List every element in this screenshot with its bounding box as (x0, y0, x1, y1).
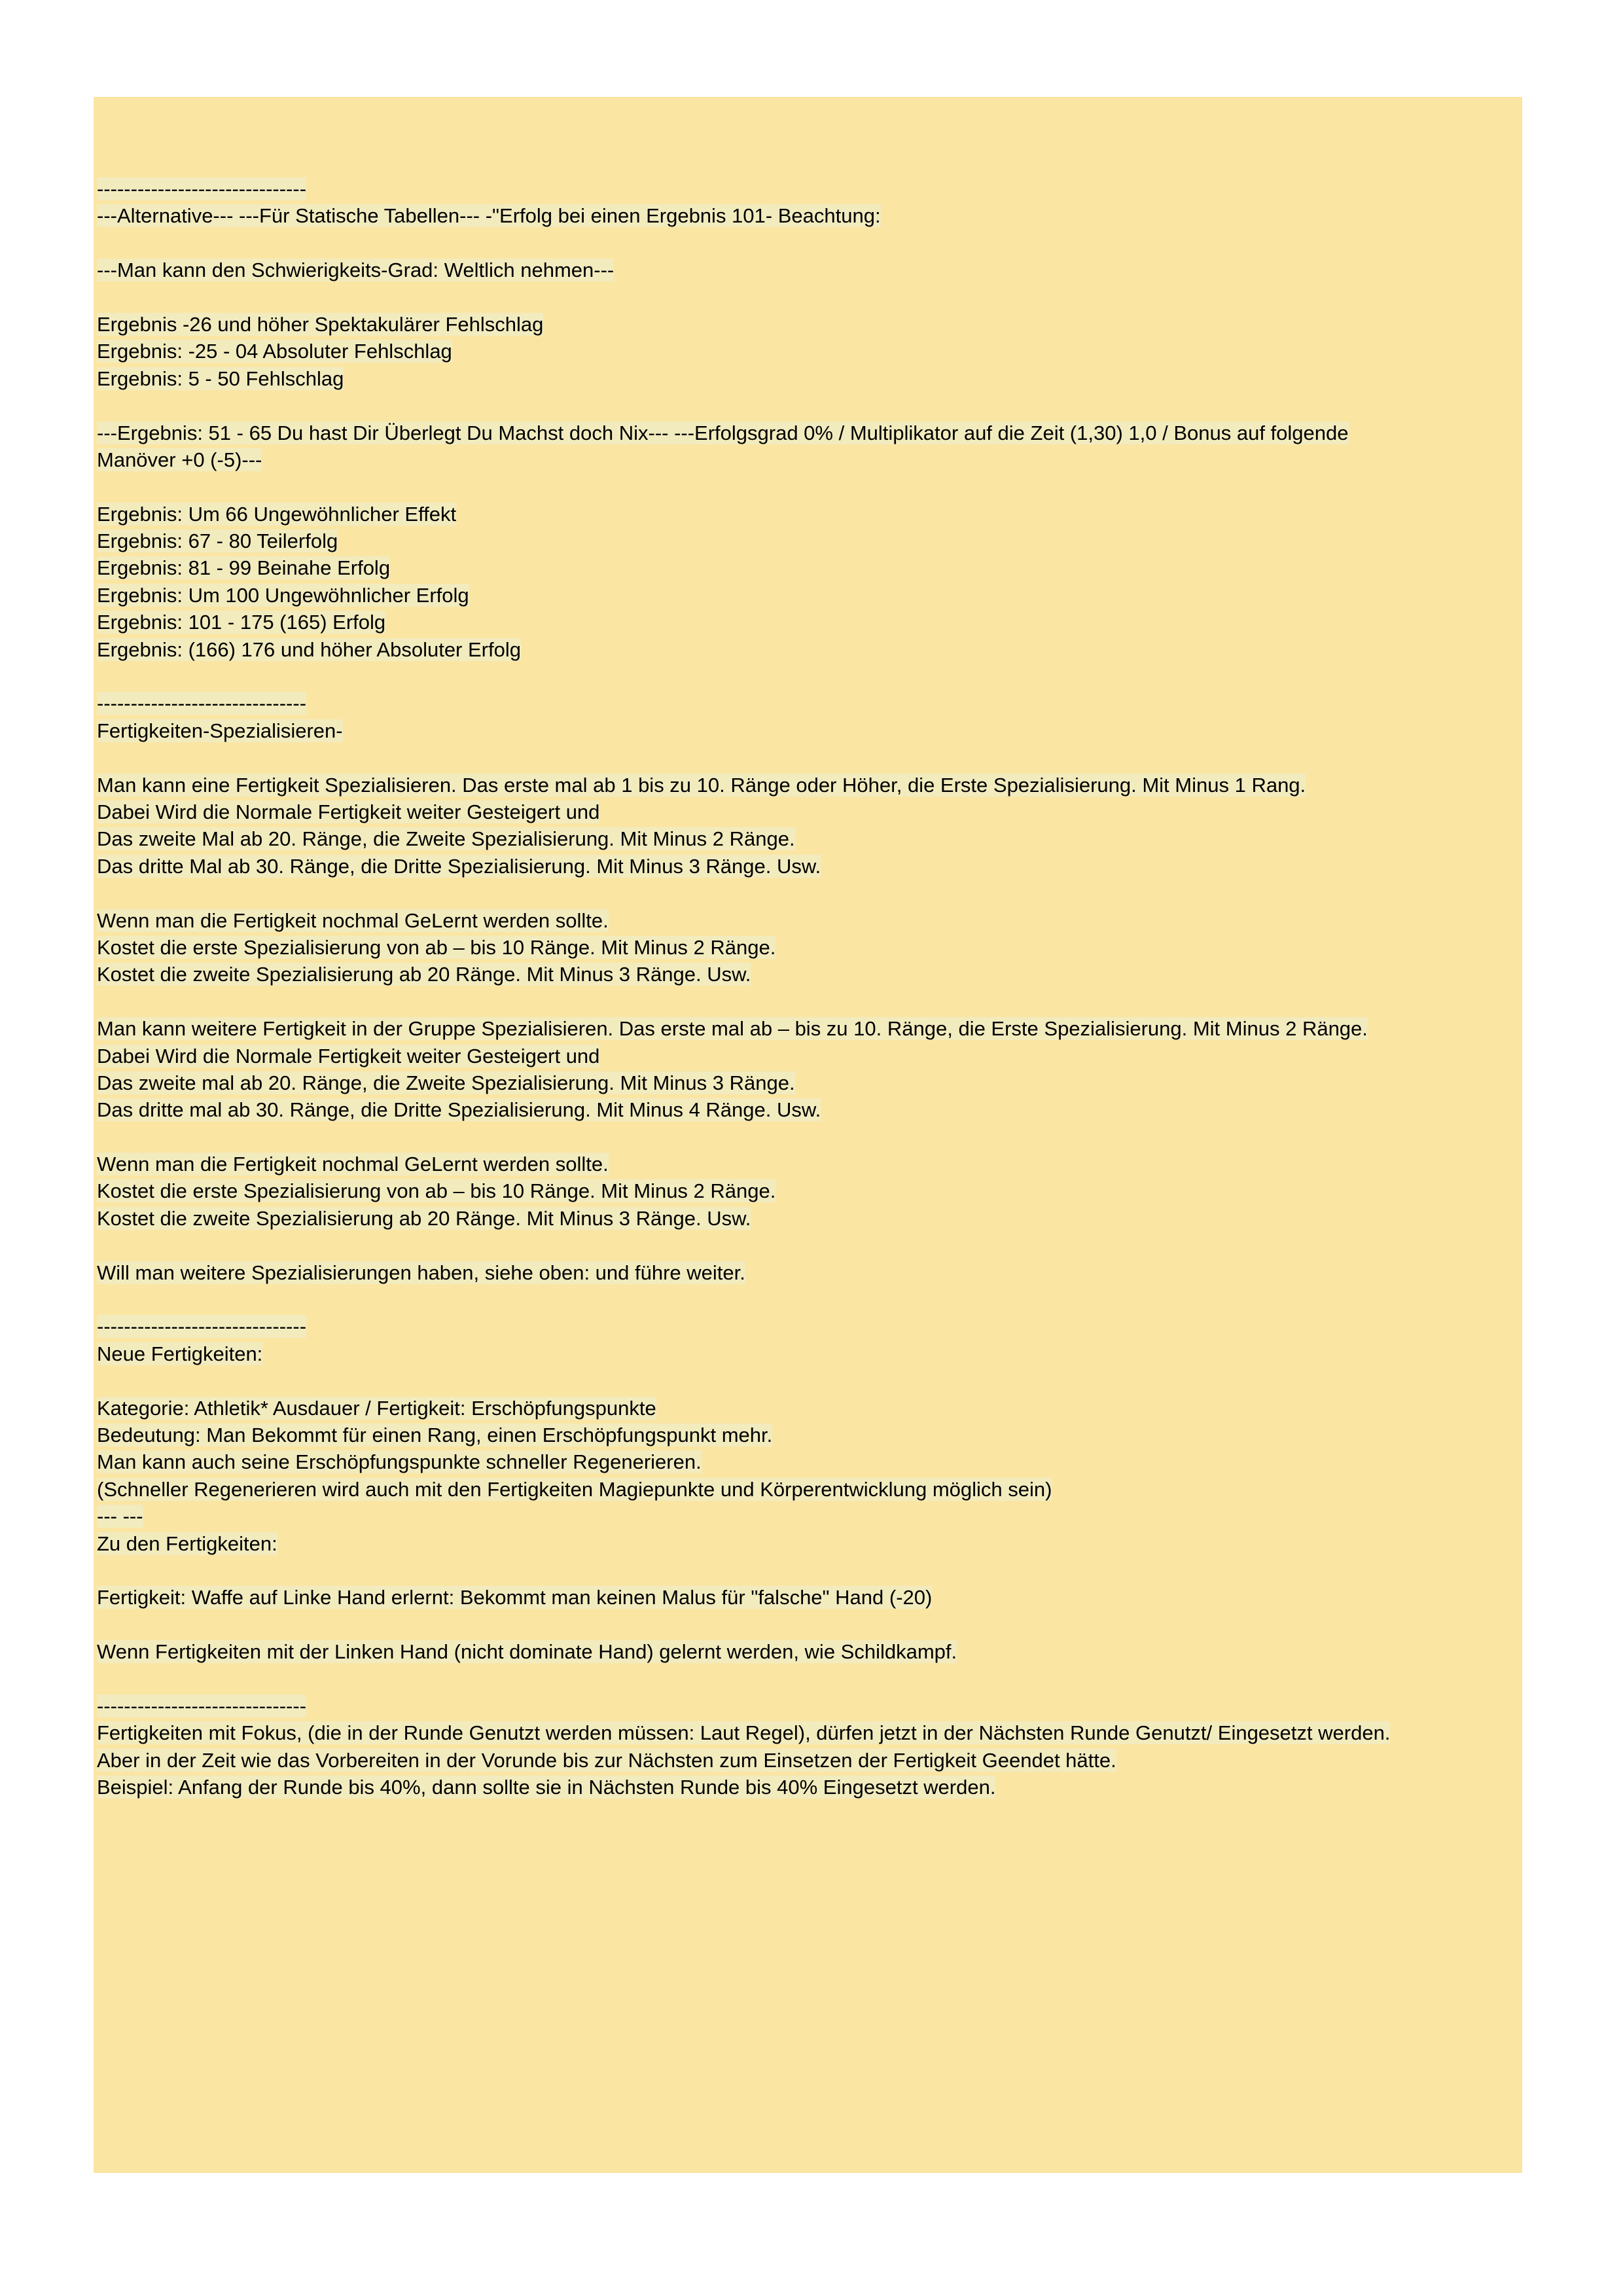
text-line-content: Wenn man die Fertigkeit nochmal GeLernt werden sollte. (97, 908, 609, 932)
text-line (97, 1313, 1517, 1340)
text-line-content: Man kann eine Fertigkeit Spezialisieren. Das erste mal ab 1 bis zu 10. Ränge oder Höher, die Erste Spezialisierung. Mit Minus 1 Rang. (97, 773, 1306, 797)
blank-line (97, 1232, 1517, 1259)
text-line (97, 311, 1517, 338)
text-line (97, 175, 1517, 202)
text-line-content: Ergebnis: 5 - 50 Fehlschlag (97, 367, 344, 390)
text-line (97, 1747, 1517, 1774)
text-line (97, 1693, 1517, 1719)
text-line (97, 554, 1517, 581)
text-line-content: Ergebnis: Um 66 Ungewöhnlicher Effekt (97, 502, 457, 526)
text-line-content: Dabei Wird die Normale Fertigkeit weiter Gesteigert und (97, 1044, 600, 1067)
text-line-content: Aber in der Zeit wie das Vorbereiten in der Vorunde bis zur Nächsten zum Einsetzen der Fertigkeit Geendet hätte. (97, 1748, 1116, 1772)
text-line-content: Man kann weitere Fertigkeit in der Gruppe Spezialisieren. Das erste mal ab – bis zu 10. Ränge, die Erste Spezialisierung. Mit Minus 2 Ränge. (97, 1017, 1368, 1041)
text-line-content: Wenn man die Fertigkeit nochmal GeLernt werden sollte. (97, 1153, 609, 1176)
text-line-content: Dabei Wird die Normale Fertigkeit weiter Gesteigert und (97, 800, 600, 823)
text-line-content: (Schneller Regenerieren wird auch mit den Fertigkeiten Magiepunkte und Körperentwicklung möglich sein) (97, 1477, 1052, 1501)
text-line (97, 257, 1517, 283)
text-line (97, 690, 1517, 717)
blank-line (97, 1124, 1517, 1151)
text-line-content: Ergebnis: 101 - 175 (165) Erfolg (97, 611, 386, 634)
text-line (97, 717, 1517, 744)
text-line-content: Ergebnis -26 und höher Spektakulärer Fehlschlag (97, 312, 544, 336)
text-line-content: ------------------------------- (97, 1694, 307, 1717)
text-line (97, 501, 1517, 528)
text-line-content: ---Ergebnis: 51 - 65 Du hast Dir Überlegt Du Machst doch Nix--- ---Erfolgsgrad 0% / Multiplikator auf die Zeit (1,30) 1,0 / Bonus auf folgende (97, 421, 1349, 444)
blank-line (97, 1557, 1517, 1584)
text-line-content: ---Alternative--- ---Für Statische Tabellen--- -"Erfolg bei einen Ergebnis 101- Beachtung: (97, 204, 881, 228)
text-line (97, 798, 1517, 825)
text-line-content: ------------------------------- (97, 1315, 307, 1338)
text-line-content: Ergebnis: 67 - 80 Teilerfolg (97, 529, 338, 553)
text-line (97, 961, 1517, 988)
blank-line (97, 230, 1517, 257)
text-line-content: ---Man kann den Schwierigkeits-Grad: Weltlich nehmen--- (97, 259, 615, 282)
text-line-content: Zu den Fertigkeiten: (97, 1532, 277, 1555)
text-line (97, 365, 1517, 392)
text-line-content: ------------------------------- (97, 692, 307, 715)
text-line (97, 1530, 1517, 1557)
text-line-content: --- --- (97, 1505, 143, 1528)
text-line-content: Das dritte mal ab 30. Ränge, die Dritte Spezialisierung. Mit Minus 4 Ränge. Usw. (97, 1098, 821, 1122)
text-line (97, 636, 1517, 663)
text-line-content: Kategorie: Athletik* Ausdauer / Fertigkeit: Erschöpfungspunkte (97, 1396, 656, 1420)
blank-line (97, 1367, 1517, 1394)
blank-line (97, 663, 1517, 690)
blank-line (97, 473, 1517, 500)
text-line (97, 1774, 1517, 1801)
text-line-content: Das zweite mal ab 20. Ränge, die Zweite Spezialisierung. Mit Minus 3 Ränge. (97, 1071, 795, 1094)
text-line (97, 446, 1517, 473)
document-body (97, 175, 1517, 1801)
text-line (97, 1205, 1517, 1232)
text-line-content: Ergebnis: 81 - 99 Beinahe Erfolg (97, 556, 391, 580)
text-line (97, 934, 1517, 961)
text-line (97, 1043, 1517, 1069)
text-line (97, 1503, 1517, 1530)
text-line-content: Manöver +0 (-5)--- (97, 448, 262, 471)
text-line (97, 1448, 1517, 1475)
text-line (97, 1259, 1517, 1286)
text-line (97, 338, 1517, 365)
text-line-content: Kostet die erste Spezialisierung von ab – bis 10 Ränge. Mit Minus 2 Ränge. (97, 1179, 776, 1203)
blank-line (97, 1286, 1517, 1313)
text-line (97, 1177, 1517, 1204)
text-line (97, 825, 1517, 852)
text-line (97, 1069, 1517, 1096)
blank-line (97, 988, 1517, 1015)
text-line (97, 1096, 1517, 1123)
text-line (97, 609, 1517, 636)
text-line (97, 1719, 1517, 1746)
text-line-content: Ergebnis: (166) 176 und höher Absoluter Erfolg (97, 637, 521, 661)
text-line-content: ------------------------------- (97, 177, 307, 200)
text-line-content: Kostet die zweite Spezialisierung ab 20 Ränge. Mit Minus 3 Ränge. Usw. (97, 1206, 751, 1230)
text-line-content: Ergebnis: Um 100 Ungewöhnlicher Erfolg (97, 583, 469, 607)
text-line (97, 1395, 1517, 1422)
blank-line (97, 392, 1517, 419)
text-line-content: Kostet die zweite Spezialisierung ab 20 Ränge. Mit Minus 3 Ränge. Usw. (97, 963, 751, 986)
text-line (97, 420, 1517, 446)
text-line (97, 907, 1517, 934)
text-line (97, 1340, 1517, 1367)
text-line (97, 772, 1517, 798)
text-line-content: Fertigkeiten-Spezialisieren- (97, 719, 343, 742)
text-line (97, 853, 1517, 880)
text-line-content: Fertigkeiten mit Fokus, (die in der Runde Genutzt werden müssen: Laut Regel), dürfen jetzt in der Nächsten Runde Genutzt/ Eingesetzt werden. (97, 1721, 1391, 1745)
text-line-content: Kostet die erste Spezialisierung von ab – bis 10 Ränge. Mit Minus 2 Ränge. (97, 935, 776, 959)
text-line-content: Beispiel: Anfang der Runde bis 40%, dann sollte sie in Nächsten Runde bis 40% Eingesetzt werden. (97, 1776, 996, 1799)
blank-line (97, 284, 1517, 311)
text-line (97, 1015, 1517, 1042)
text-line (97, 1476, 1517, 1503)
blank-line (97, 1665, 1517, 1692)
text-line-content: Ergebnis: -25 - 04 Absoluter Fehlschlag (97, 340, 452, 363)
text-line-content: Bedeutung: Man Bekommt für einen Rang, einen Erschöpfungspunkt mehr. (97, 1423, 773, 1446)
text-line (97, 1422, 1517, 1448)
blank-line (97, 1611, 1517, 1638)
text-line (97, 1584, 1517, 1611)
text-line (97, 582, 1517, 609)
text-line (97, 1151, 1517, 1177)
text-line-content: Fertigkeit: Waffe auf Linke Hand erlernt: Bekommt man keinen Malus für "falsche" Hand (-20) (97, 1586, 933, 1609)
text-line (97, 1638, 1517, 1665)
text-line-content: Will man weitere Spezialisierungen haben, siehe oben: und führe weiter. (97, 1261, 745, 1284)
text-line-content: Das dritte Mal ab 30. Ränge, die Dritte Spezialisierung. Mit Minus 3 Ränge. Usw. (97, 854, 821, 878)
text-line-content: Wenn Fertigkeiten mit der Linken Hand (nicht dominate Hand) gelernt werden, wie Schildkampf. (97, 1640, 957, 1664)
blank-line (97, 744, 1517, 771)
text-line-content: Neue Fertigkeiten: (97, 1342, 263, 1365)
text-line (97, 202, 1517, 229)
text-line-content: Man kann auch seine Erschöpfungspunkte schneller Regenerieren. (97, 1450, 702, 1474)
blank-line (97, 880, 1517, 906)
text-line-content: Das zweite Mal ab 20. Ränge, die Zweite Spezialisierung. Mit Minus 2 Ränge. (97, 827, 795, 851)
text-line (97, 528, 1517, 554)
